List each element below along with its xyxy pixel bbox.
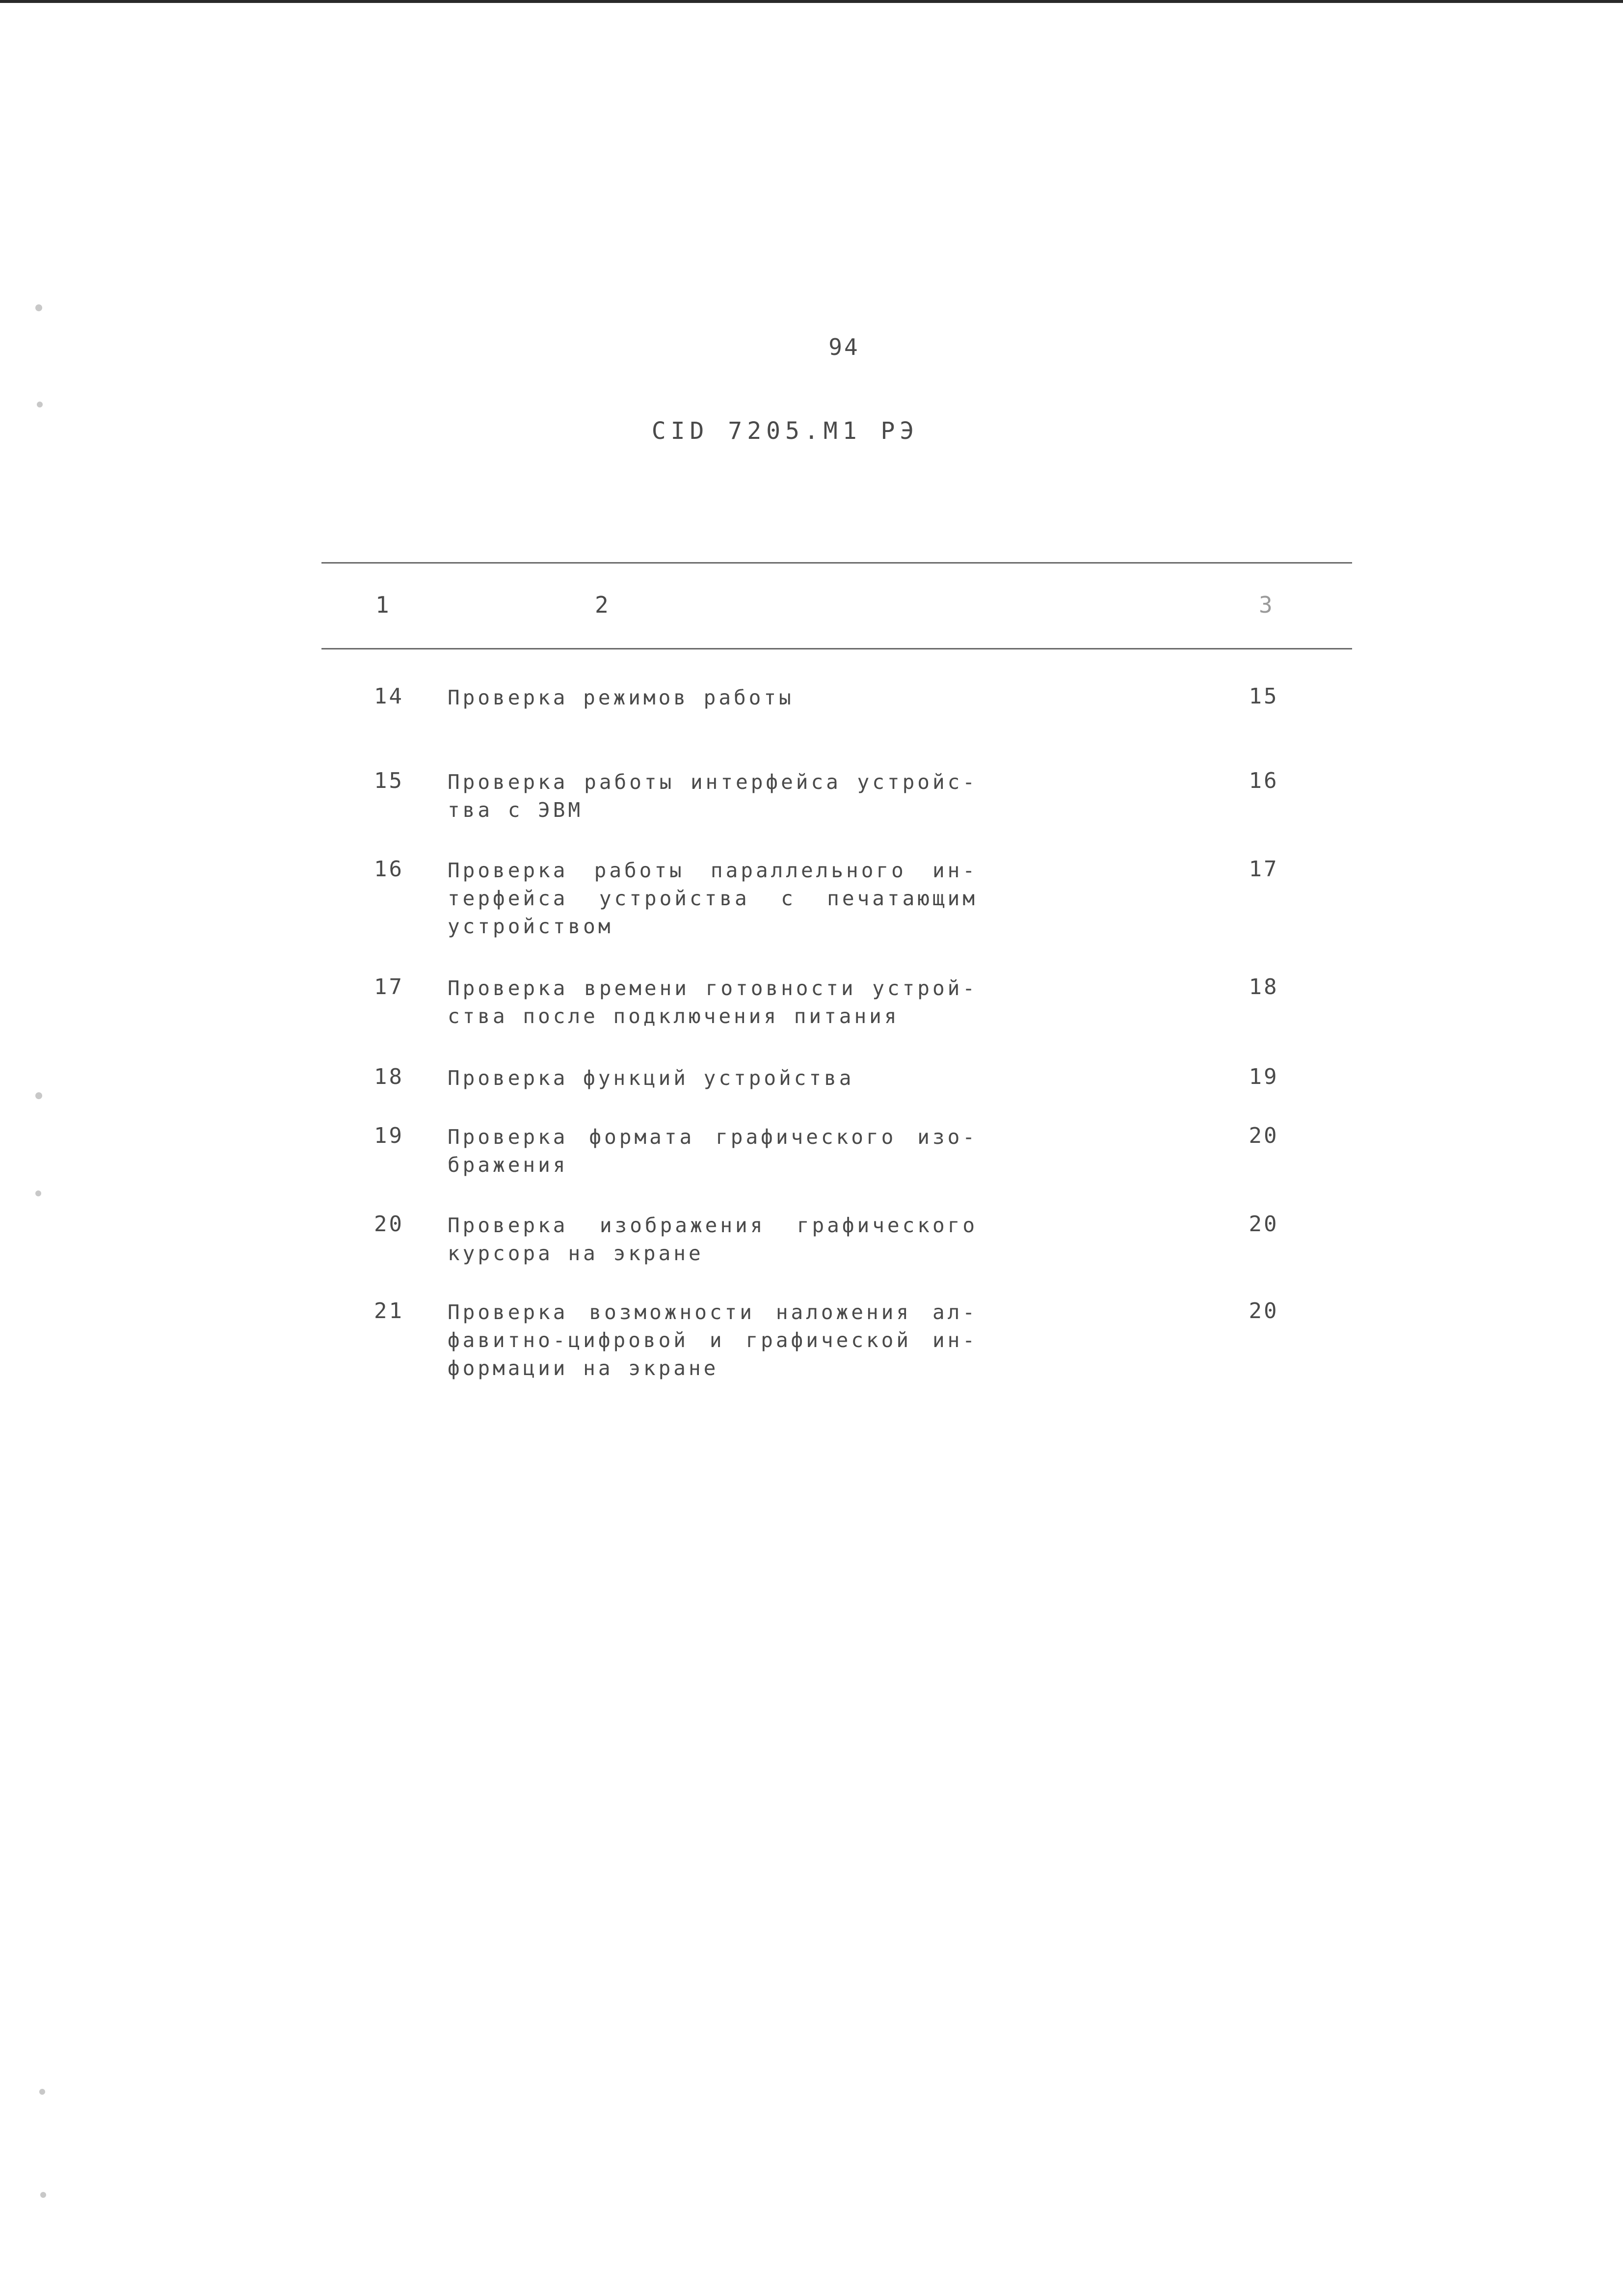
row-title: Проверка возможности наложения ал-фавитно-цифровой и графической ин-формации на экране [448,1300,978,1380]
column-header-1: 1 [375,592,389,618]
row-page: 20 [1249,1212,1279,1237]
row-title: Проверка формата графического изо-бражения [448,1125,978,1177]
scan-top-edge [0,0,1623,3]
row-page: 17 [1249,857,1279,882]
scan-speck [37,402,43,407]
row-number: 14 [374,684,404,709]
table-top-rule [321,562,1352,564]
row-number: 21 [374,1298,404,1324]
row-title: Проверка функций устройства [448,1066,854,1090]
row-page: 15 [1249,684,1279,709]
row-title: Проверка работы интерфейса устройс-тва с ЭВМ [448,770,978,822]
page-number: 94 [828,334,860,360]
row-page: 16 [1249,768,1279,793]
row-number: 19 [374,1123,404,1148]
row-page: 20 [1249,1123,1279,1148]
column-header-3: 3 [1259,592,1273,618]
scan-speck [39,2089,45,2095]
scan-speck [35,1092,42,1099]
row-title: Проверка режимов работы [448,686,794,709]
row-page: 20 [1249,1298,1279,1324]
row-page: 18 [1249,974,1279,999]
scan-speck [35,1190,41,1196]
document-code: CID 7205.M1 РЭ [651,417,919,445]
row-title: Проверка времени готовности устрой-ства после подключения питания [448,976,978,1028]
row-title: Проверка изображения графического курсора на экране [448,1214,978,1265]
row-number: 18 [374,1064,404,1089]
row-number: 17 [374,974,404,999]
row-title: Проверка работы параллельного ин-терфейса устройства с печатающим устройством [448,859,978,938]
row-number: 16 [374,857,404,882]
column-header-2: 2 [595,592,609,618]
scan-speck [40,2192,46,2198]
row-page: 19 [1249,1064,1279,1089]
table-header-rule [321,648,1352,649]
row-number: 15 [374,768,404,793]
row-number: 20 [374,1212,404,1237]
scan-speck [35,304,42,311]
